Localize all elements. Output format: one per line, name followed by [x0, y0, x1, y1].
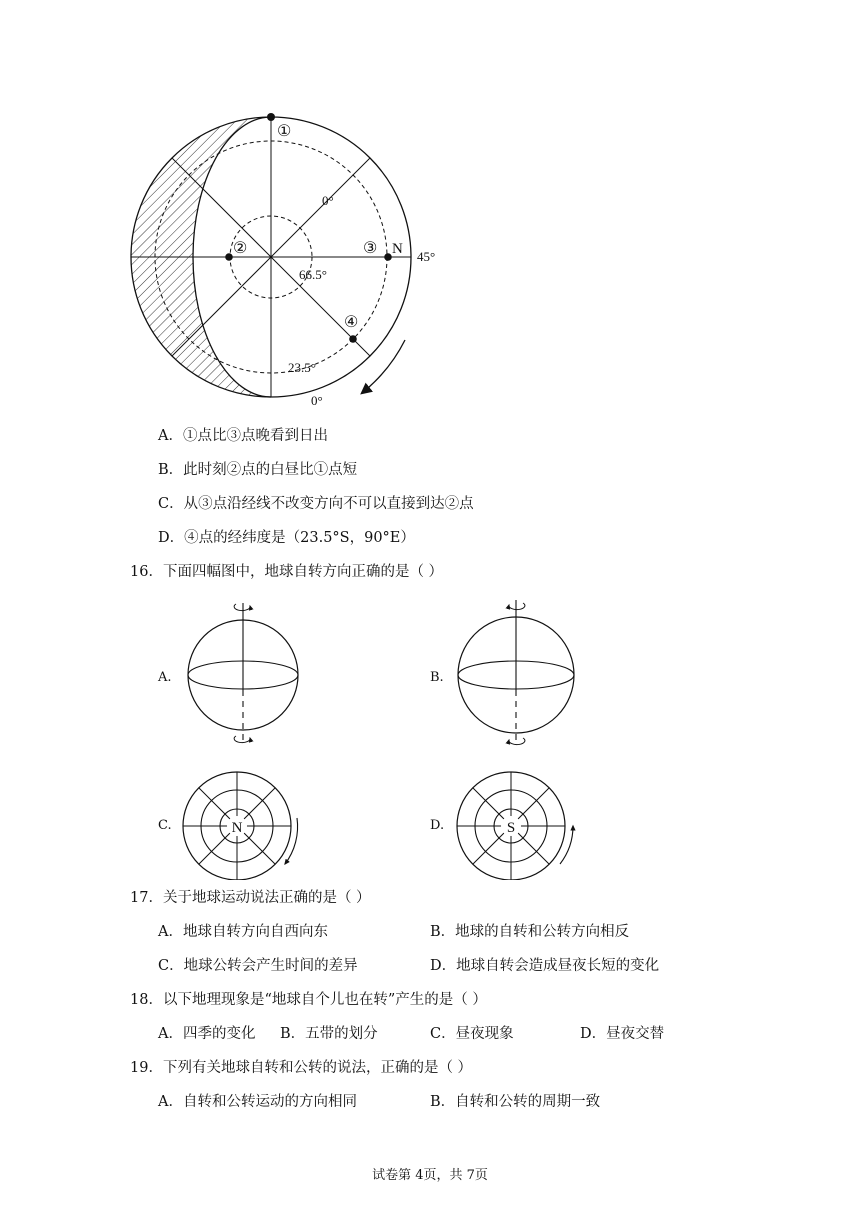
q19-option-a[interactable]	[158, 1092, 357, 1112]
option-text: 地球自转方向自西向东	[182, 924, 328, 940]
q16-stem	[130, 562, 443, 582]
q18-option-d[interactable]	[580, 1024, 664, 1044]
q16-option-d-label[interactable]: D.	[430, 818, 445, 833]
option-text: 地球的自转和公转方向相反	[455, 924, 630, 940]
label-point-4: ④	[344, 314, 359, 331]
label-lat-66-5: 66.5°	[299, 267, 327, 282]
q17-option-c[interactable]	[158, 956, 358, 976]
option-letter: A．	[158, 1026, 183, 1042]
option-letter: C．	[158, 496, 184, 512]
option-text: 四季的变化	[182, 1026, 256, 1042]
question-text: 下列有关地球自转和公转的说法，正确的是（ ）	[162, 1060, 473, 1076]
earth-polar-diagram	[0, 0, 860, 420]
option-text: 自转和公转运动的方向相同	[182, 1094, 357, 1110]
option-letter: D．	[580, 1026, 607, 1042]
q16-option-b-label[interactable]: B.	[430, 670, 444, 685]
option-letter: A．	[158, 1094, 183, 1110]
q19-option-b[interactable]	[430, 1092, 600, 1112]
option-letter: B．	[158, 462, 184, 478]
rotation-arrow	[362, 340, 405, 393]
q19-stem	[130, 1058, 472, 1078]
q18-option-a[interactable]	[158, 1024, 255, 1044]
q17-option-d[interactable]	[430, 956, 659, 976]
option-text: 自转和公转的周期一致	[455, 1094, 601, 1110]
option-text: 地球公转会产生时间的差异	[183, 958, 358, 974]
globe-b[interactable]	[458, 600, 574, 745]
q16-figures	[0, 590, 860, 880]
pole-label-s: S	[506, 820, 516, 836]
option-letter: B．	[430, 924, 456, 940]
q16-option-a-label[interactable]: A.	[158, 670, 172, 685]
q17-option-a[interactable]	[158, 922, 328, 942]
point-4-dot	[349, 335, 357, 343]
option-letter: B．	[430, 1094, 456, 1110]
option-text: 此时刻②点的白昼比①点短	[183, 462, 358, 478]
q15-option-d[interactable]	[158, 528, 415, 548]
q17-stem	[130, 888, 371, 908]
polar-globe-c[interactable]	[183, 772, 298, 880]
pole-label-n: N	[231, 820, 243, 836]
label-lon-45: 45°	[417, 249, 436, 264]
question-text: 以下地理现象是“地球自个儿也在转”产生的是（ ）	[162, 992, 487, 1008]
option-text: 从③点沿经线不改变方向不可以直接到达②点	[183, 496, 474, 512]
option-letter: A．	[158, 428, 183, 444]
option-letter: D．	[430, 958, 457, 974]
question-number: 19．	[130, 1060, 163, 1076]
option-text: ①点比③点晚看到日出	[182, 428, 328, 444]
label-north: N	[392, 241, 403, 257]
question-text: 关于地球运动说法正确的是（ ）	[162, 890, 371, 906]
q16-option-c-label[interactable]: C.	[158, 818, 172, 833]
q15-option-b[interactable]	[158, 460, 357, 480]
label-point-2: ②	[233, 240, 248, 257]
option-text: 地球自转会造成昼夜长短的变化	[456, 958, 660, 974]
option-letter: B．	[280, 1026, 306, 1042]
label-lat-23-5: 23.5°	[288, 360, 316, 375]
q18-option-c[interactable]	[430, 1024, 514, 1044]
q15-option-a[interactable]	[158, 426, 328, 446]
page-footer: 试卷第 4页，共 7页	[372, 1168, 488, 1183]
option-text: 昼夜现象	[455, 1026, 514, 1042]
label-lon-0: 0°	[311, 393, 323, 408]
label-point-3: ③	[363, 240, 378, 257]
question-number: 16．	[130, 564, 163, 580]
option-text: 五带的划分	[305, 1026, 378, 1042]
point-3-dot	[384, 253, 392, 261]
option-text: 昼夜交替	[606, 1026, 665, 1042]
option-letter: C．	[430, 1026, 456, 1042]
option-text: ④点的经纬度是（23.5°S，90°E）	[184, 530, 415, 546]
q17-option-b[interactable]	[430, 922, 629, 942]
option-letter: C．	[158, 958, 184, 974]
point-2-dot	[225, 253, 233, 261]
label-lat-0: 0°	[322, 193, 334, 208]
q15-option-c[interactable]	[158, 494, 474, 514]
point-1-dot	[267, 113, 275, 121]
option-letter: D．	[158, 530, 185, 546]
globe-a[interactable]	[188, 603, 298, 743]
label-point-1: ①	[277, 123, 292, 140]
question-text: 下面四幅图中，地球自转方向正确的是（ ）	[162, 564, 444, 580]
option-letter: A．	[158, 924, 183, 940]
question-number: 17．	[130, 890, 163, 906]
q18-stem	[130, 990, 487, 1010]
question-number: 18．	[130, 992, 163, 1008]
polar-globe-d[interactable]	[457, 772, 573, 880]
q18-option-b[interactable]	[280, 1024, 378, 1044]
